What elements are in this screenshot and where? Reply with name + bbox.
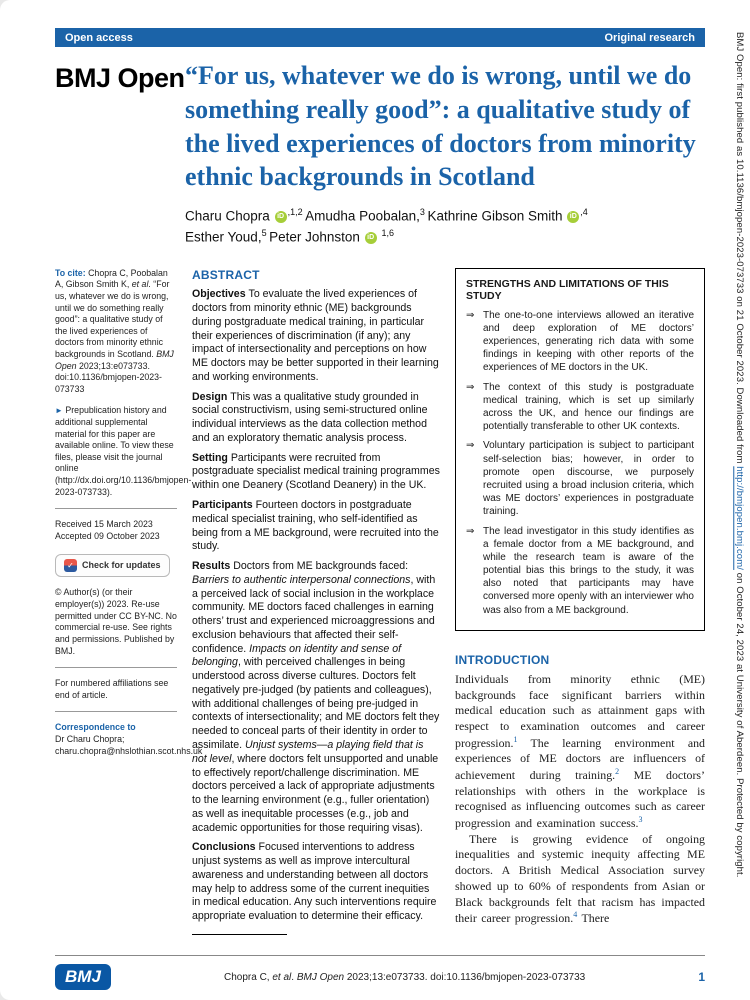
results-theme: Barriers to authentic interpersonal connections — [192, 573, 411, 586]
author-name: Kathrine Gibson Smith — [427, 208, 563, 224]
to-cite-etal: et al — [131, 279, 149, 290]
author-affil-sup: ,4 — [580, 207, 588, 218]
side-text-link[interactable]: http://bmjopen.bmj.com/ — [734, 466, 745, 570]
abstract-conclusions — [192, 841, 440, 924]
author-affil-sup: 1,6 — [381, 227, 394, 238]
orcid-icon[interactable]: iD — [275, 211, 287, 223]
design-text: This was a qualitative study grounded in social constructivism, using semi-structured online individual interviews as the data collection method and an exploratory thematic analysis process. — [192, 390, 428, 444]
results-label: Results — [192, 560, 234, 573]
section-divider — [192, 934, 287, 935]
affiliations-note: For numbered affiliations see end of article. — [55, 678, 169, 700]
to-cite-text: Chopra C, Poobalan A, Gibson Smith K, — [55, 267, 168, 290]
objectives-label: Objectives — [192, 288, 249, 301]
sidebar-divider — [55, 667, 177, 668]
strengths-item-text: Voluntary participation is subject to participant self-selection bias; however, in order to promote open discourse, we purposely recruited using a broad inclusion criteria, which was ME doctors’ experiences in postgraduate training. — [483, 440, 694, 518]
abstract-participants — [192, 499, 440, 554]
orcid-icon[interactable]: iD — [567, 211, 579, 223]
correspondence-label: Correspondence to — [55, 722, 136, 733]
top-bar — [55, 28, 705, 47]
conclusions-text: Focused interventions to address unjust systems as well as improve intercultural awareness and understanding between all doctors may help to address some of the current inequities in medical education. Any such interventions require appropriate evaluation to determine their efficacy. — [192, 841, 437, 923]
masthead — [55, 59, 705, 248]
reference-3[interactable]: 3 — [638, 815, 643, 825]
open-access-label: Open access — [65, 31, 133, 44]
abstract-column — [192, 268, 440, 935]
introduction-heading: INTRODUCTION — [455, 652, 550, 667]
intro-text: ME doctors’ relationships with others in the workplace is recognised as influencing outcomes such as career progression and examination success. — [455, 767, 705, 831]
strengths-item-text: The lead investigator in this study identifies as a female doctor from a ME background, and while the research team is aware of the potential bias this brings to the study, it was also noted that participants may have conversed more openly with an interviewer who was also from a ME background. — [483, 525, 694, 616]
to-cite-journal: BMJ Open — [55, 348, 174, 371]
sidebar-divider — [55, 711, 177, 712]
abstract-heading: ABSTRACT — [192, 267, 260, 282]
footer-citation-doi: 2023;13:e073733. doi:10.1136/bmjopen-2023-073733 — [344, 971, 586, 983]
strengths-item-text: The one-to-one interviews allowed an iterative and deep exploration of ME doctors’ experiences, generating rich data with some findings in keeping with other reports of the experiences of ME doctors in the UK. — [483, 309, 694, 374]
footer-citation-text: . — [291, 971, 297, 983]
abstract-setting — [192, 452, 440, 493]
footer-citation-etal: et al — [272, 971, 292, 983]
strengths-item-text: The context of this study is postgraduate medical training, which is set up similarly across the UK, and hence our findings are potentially transferable to other UK contexts. — [483, 381, 694, 433]
to-cite — [55, 268, 177, 396]
orcid-icon[interactable]: iD — [365, 232, 377, 244]
double-arrow-icon: ⇒ — [466, 525, 475, 537]
double-arrow-icon: ⇒ — [466, 440, 475, 452]
check-for-updates-label: Check for updates — [82, 560, 161, 571]
footer-citation-journal: BMJ Open — [296, 971, 345, 983]
crossmark-icon: ✓ — [64, 559, 77, 572]
side-copyright-text — [714, 32, 744, 990]
strengths-limitations-box — [455, 268, 705, 631]
author-name: Esther Youd, — [185, 229, 262, 245]
reference-4[interactable]: 4 — [573, 910, 578, 920]
intro-text: There is growing evidence of ongoing inequalities and systemic inequity affecting ME doctors. A British Medical Association survey showed up to 60% of respondents from Asian or Black backgrounds felt that racism has impacted their career progression. — [455, 831, 705, 926]
side-text-before: BMJ Open: first published as 10.1136/bmjopen-2023-073733 on 21 October 2023. Downloaded from — [734, 32, 745, 467]
bmj-logo: BMJ — [55, 964, 111, 990]
sidebar-divider — [55, 508, 177, 509]
abstract-objectives — [192, 288, 440, 384]
reference-2[interactable]: 2 — [615, 767, 620, 776]
strengths-item — [466, 525, 694, 617]
author-name: Peter Johnston — [269, 229, 360, 245]
strengths-item — [466, 439, 694, 518]
abstract-design — [192, 391, 440, 446]
footer-citation-text: Chopra C, — [224, 971, 273, 983]
introduction-section — [455, 653, 705, 927]
to-cite-label: To cite: — [55, 267, 89, 278]
author-affil-sup: 3 — [419, 207, 428, 218]
page-footer — [55, 955, 705, 990]
correspondence-email[interactable]: Dr Charu Chopra; charu.chopra@nhslothian.scot.nhs.uk — [55, 733, 203, 756]
results-text: Doctors from ME backgrounds faced: — [233, 560, 409, 573]
bmj-open-logo: BMJ Open — [55, 63, 185, 93]
check-for-updates-button[interactable] — [55, 554, 170, 577]
intro-paragraph — [455, 672, 705, 832]
dates-block — [55, 519, 177, 542]
double-arrow-icon: ⇒ — [466, 309, 475, 321]
left-sidebar — [55, 267, 203, 935]
results-theme: Unjust systems—a playing field that is not level — [192, 739, 424, 765]
results-text: , where doctors felt unsupported and unable to effectively report/challenge discrimination. ME doctors perceived a lack of appropriate adjustments to the learning environment (e.g., fuller orientation) as well as inequitable processes (e.g., job and academic opportunities for those requiring visas). — [192, 752, 439, 834]
triangle-bullet-icon: ► — [55, 406, 63, 416]
intro-text: Individuals from minority ethnic (ME) backgrounds face significant barriers within medical education such as attainment gaps with respect to examination outcomes and career progression. — [455, 671, 705, 750]
prepub-note — [55, 405, 192, 498]
intro-text: The learning environment and experiences of ME doctors are influencers of achievement during training. — [455, 735, 705, 782]
to-cite-doi: 2023;13:e073733. doi:10.1136/bmjopen-2023-073733 — [55, 360, 162, 394]
correspondence-block — [55, 722, 203, 757]
strengths-item — [466, 381, 694, 434]
setting-text: Participants were recruited from postgraduate specialist medical training programmes within one Deanery (Scotland Deanery) in the UK. — [192, 451, 440, 492]
prepub-text[interactable]: Prepublication history and additional supplemental material for this paper are available online. To view these files, please visit the journal online (http://dx.doi.org/10.1136/bmjopen-2023-073733). — [55, 405, 192, 497]
side-text-after: on October 24, 2023 at University of Aberdeen. Protected by copyright. — [734, 569, 745, 878]
accepted-date: Accepted 09 October 2023 — [55, 530, 160, 541]
intro-text: There — [577, 911, 610, 926]
reference-1[interactable]: 1 — [513, 734, 518, 744]
abstract-results — [192, 560, 440, 835]
author-affil-sup: ,1,2 — [287, 207, 306, 218]
strengths-item — [466, 309, 694, 375]
objectives-text: To evaluate the lived experiences of doctors from minority ethnic (ME) backgrounds during postgraduate medical training, in particular their experiences of discrimination (if any); any impact of intersectionality and perceptions on how ME doctors may be better supported in their learning and working environments. — [192, 288, 439, 383]
results-text: , with perceived challenges in being understood across diverse cultures. Doctors felt negatively pre-judged (by patients and colleagues), with additional challenges of being pre-judged in contexts of intersectionality; and ME doctors felt they needed to conceal parts of their identity in order to assimilate. — [192, 656, 440, 752]
conclusions-label: Conclusions — [192, 841, 259, 854]
results-theme: Impacts on identity and sense of belonging — [192, 642, 402, 669]
page-number: 1 — [698, 970, 705, 984]
author-name: Amudha Poobalan, — [305, 208, 420, 224]
author-affil-sup: 5 — [261, 227, 270, 238]
received-date: Received 15 March 2023 — [55, 519, 153, 530]
copyright-note: © Author(s) (or their employer(s)) 2023. Re-use permitted under CC BY-NC. No commercial re-use. See rights and permissions. Published by BMJ. — [55, 587, 177, 656]
intro-paragraph — [455, 832, 705, 927]
right-column — [455, 268, 705, 935]
to-cite-text: . “For us, whatever we do is wrong, until we do something really good”: a qualitative study of the lived experiences of doctors from minority ethnic backgrounds in Scotland. — [55, 279, 170, 359]
article-title: “For us, whatever we do is wrong, until we do something really good”: a qualitative study of the lived experiences of doctors from minority ethnic backgrounds in Scotland — [185, 61, 696, 192]
setting-label: Setting — [192, 451, 231, 464]
participants-text: Fourteen doctors in postgraduate medical specialist training, who self-identified as being from a ME background, were recruited into the study. — [192, 499, 439, 553]
footer-citation — [111, 972, 698, 983]
design-label: Design — [192, 390, 231, 403]
strengths-title: STRENGTHS AND LIMITATIONS OF THIS STUDY — [466, 277, 669, 302]
double-arrow-icon: ⇒ — [466, 381, 475, 393]
author-byline — [185, 206, 705, 248]
original-research-label: Original research — [604, 31, 695, 44]
participants-label: Participants — [192, 499, 256, 511]
author-name: Charu Chopra — [185, 208, 270, 224]
results-text: , with a perceived lack of social inclusion in the workplace community. ME doctors faced challenges in earning others’ trust and experienced microaggressions and exclusion behaviours that affected their self-confidence. — [192, 573, 436, 655]
